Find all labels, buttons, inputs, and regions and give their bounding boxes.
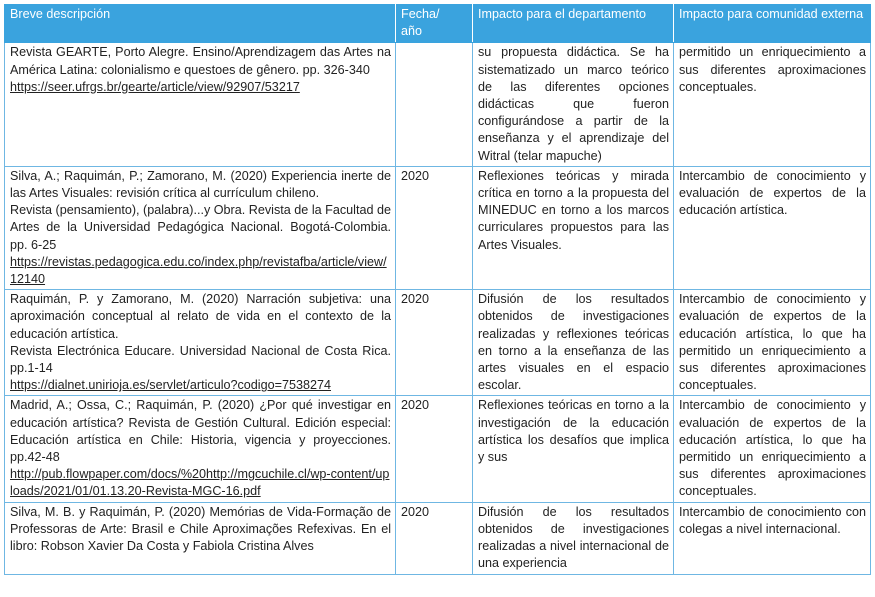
description-text: Revista GEARTE, Porto Alegre. Ensino/Aprendizagem das Artes na América Latina: colonialismo e questoes de gênero. pp. 326-340 xyxy=(10,45,391,77)
header-date-line1: Fecha/ xyxy=(401,7,440,21)
cell-ext-impact: Intercambio de conocimiento con colegas a nivel internacional. xyxy=(674,502,871,574)
article-link[interactable]: https://dialnet.unirioja.es/servlet/articulo?codigo=7538274 xyxy=(10,378,331,393)
header-dept-impact: Impacto para el departamento xyxy=(473,5,674,43)
cell-ext-impact: Intercambio de conocimiento y evaluación de expertos de la educación artística. xyxy=(674,166,871,289)
header-date-line2: año xyxy=(401,24,423,39)
cell-description xyxy=(5,43,396,166)
cell-ext-impact: Intercambio de conocimiento y evaluación de expertos de la educación artística, lo que ha permitido un enriquecimiento a sus diferentes aproximaciones conceptuales. xyxy=(674,290,871,396)
description-text: Raquimán, P. y Zamorano, M. (2020) Narración subjetiva: una aproximación conceptual al relato de vida en el contexto de la educación artística. xyxy=(10,292,391,341)
cell-year xyxy=(396,43,473,166)
table-row xyxy=(5,396,871,502)
cell-ext-impact: Intercambio de conocimiento y evaluación de expertos de la educación artística, lo que ha permitido un enriquecimiento a sus diferentes aproximaciones conceptuales. xyxy=(674,396,871,502)
table-row xyxy=(5,290,871,396)
description-text: Madrid, A.; Ossa, C.; Raquimán, P. (2020) ¿Por qué investigar en educación artística? Revista de Gestión Cultural. Edición especial: Educación artística en Chile: Historia, vigencia y proyecciones. pp.42-48 xyxy=(10,398,391,465)
header-description: Breve descripción xyxy=(5,5,396,43)
description-text: Revista Electrónica Educare. Universidad Nacional de Costa Rica. pp.1-14 xyxy=(10,343,391,376)
cell-dept-impact: Reflexiones teóricas en torno a la investigación de la educación artística los desafíos que implica y sus xyxy=(473,396,674,502)
table-header-row xyxy=(5,5,871,43)
cell-dept-impact: Reflexiones teóricas y mirada crítica en torno a la propuesta del MINEDUC en torno a los marcos curriculares propuestos para las Artes Visuales. xyxy=(473,166,674,289)
cell-dept-impact: su propuesta didáctica. Se ha sistematizado un marco teórico de las diferentes opciones didácticas que fueron configurándose a partir de la enseñanza y el aprendizaje del Witral (telar mapuche) xyxy=(473,43,674,166)
publications-table xyxy=(4,4,871,575)
description-text: Revista (pensamiento), (palabra)...y Obra. Revista de la Facultad de Artes de la Universidad Pedagógica Nacional. Bogotá-Colombia. pp. 6-25 xyxy=(10,203,391,252)
cell-year: 2020 xyxy=(396,290,473,396)
cell-year: 2020 xyxy=(396,166,473,289)
table-row xyxy=(5,166,871,289)
table-row xyxy=(5,502,871,574)
description-text: Silva, A.; Raquimán, P.; Zamorano, M. (2020) Experiencia inerte de las Artes Visuales: revisión crítica al currículum chileno. xyxy=(10,168,391,201)
cell-dept-impact: Difusión de los resultados obtenidos de investigaciones realizadas y reflexiones teóricas en torno a la enseñanza de las artes visuales en el espacio escolar. xyxy=(473,290,674,396)
cell-description xyxy=(5,290,396,396)
article-link[interactable]: http://pub.flowpaper.com/docs/%20http://mgcuchile.cl/wp-content/uploads/2021/01/01.13.20-Revista-MGC-16.pdf xyxy=(10,467,390,499)
header-date xyxy=(396,5,473,43)
cell-year: 2020 xyxy=(396,396,473,502)
table-row xyxy=(5,43,871,166)
cell-ext-impact: permitido un enriquecimiento a sus diferentes aproximaciones conceptuales. xyxy=(674,43,871,166)
cell-description xyxy=(5,166,396,289)
cell-description xyxy=(5,502,396,574)
description-text: Silva, M. B. y Raquimán, P. (2020) Memórias de Vida-Formação de Professoras de Arte: Brasil e Chile Aproximações Refexivas. En el libro: Robson Xavier Da Costa y Fabiola Cristina Alves xyxy=(10,504,391,554)
cell-dept-impact: Difusión de los resultados obtenidos de investigaciones realizadas a nivel internacional de una experiencia xyxy=(473,502,674,574)
cell-description xyxy=(5,396,396,502)
header-ext-impact: Impacto para comunidad externa xyxy=(674,5,871,43)
article-link[interactable]: https://revistas.pedagogica.edu.co/index.php/revistafba/article/view/12140 xyxy=(10,254,387,287)
article-link[interactable]: https://seer.ufrgs.br/gearte/article/view/92907/53217 xyxy=(10,79,300,94)
cell-year: 2020 xyxy=(396,502,473,574)
